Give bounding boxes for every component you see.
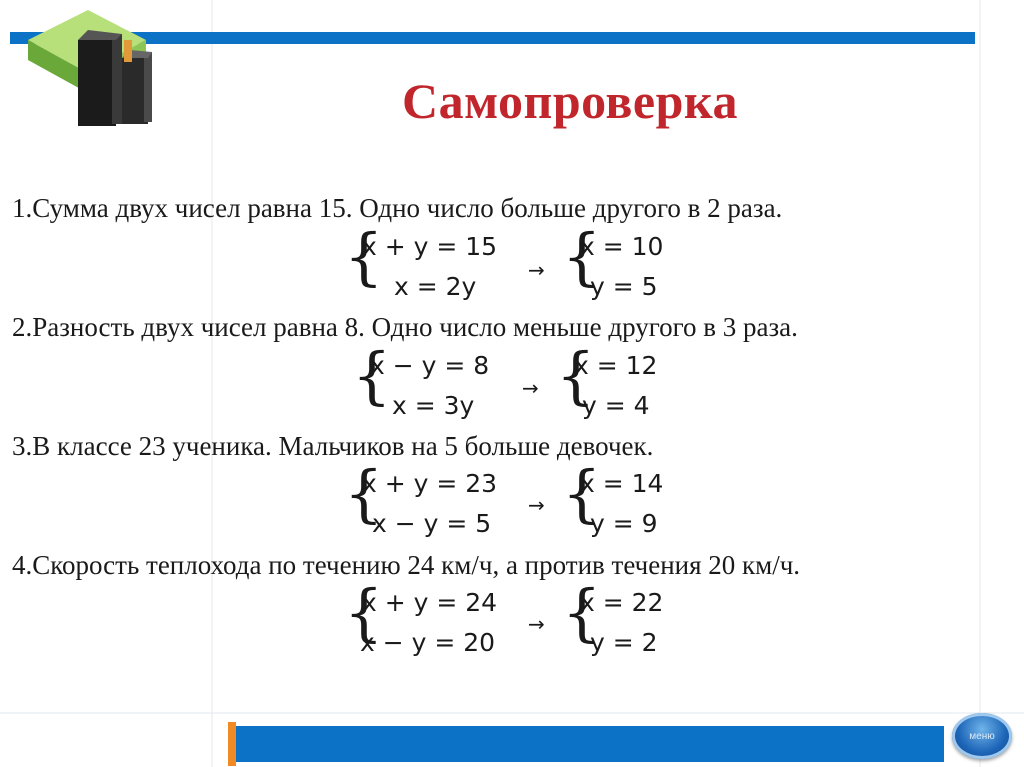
problem-1-system (344, 220, 524, 302)
equation-1: x − y = 8 (370, 351, 490, 380)
solution-brace: { (556, 339, 596, 412)
arrow-icon: → (528, 493, 545, 517)
equation-2: x = 3y (392, 391, 475, 420)
problem-4-solution (562, 576, 692, 658)
system-brace: { (344, 576, 384, 649)
problem-4-system (344, 576, 534, 658)
arrow-icon: → (528, 612, 545, 636)
solution-y: y = 9 (590, 509, 658, 538)
problem-3-solution (562, 457, 692, 539)
equation-1: x + y = 24 (362, 588, 498, 617)
solution-y: y = 5 (590, 272, 658, 301)
equation-1: x + y = 15 (362, 232, 498, 261)
problem-1-solution (562, 220, 692, 302)
problem-2-system (352, 339, 522, 421)
problem-3-system (344, 457, 524, 539)
system-brace: { (344, 457, 384, 530)
problem-1-text: 1.Сумма двух чисел равна 15. Одно число больше другого в 2 раза. (12, 193, 783, 223)
solution-x: x = 10 (580, 232, 664, 261)
equation-2: x = 2y (394, 272, 477, 301)
solution-brace: { (562, 576, 602, 649)
solution-brace: { (562, 457, 602, 530)
problem-2-text: 2.Разность двух чисел равна 8. Одно число меньше другого в 3 раза. (12, 312, 798, 342)
solution-y: y = 4 (582, 391, 650, 420)
solution-x: x = 22 (580, 588, 664, 617)
solution-y: y = 2 (590, 628, 658, 657)
slide-title: Самопроверка (402, 73, 738, 129)
system-brace: { (344, 220, 384, 293)
equation-1: x + y = 23 (362, 469, 498, 498)
problem-4-text: 4.Скорость теплохода по течению 24 км/ч, а против течения 20 км/ч. (12, 550, 801, 580)
solution-x: x = 12 (574, 351, 658, 380)
problem-3-text: 3.В классе 23 ученика. Мальчиков на 5 больше девочек. (12, 431, 654, 461)
equation-2: x − y = 5 (372, 509, 492, 538)
bottom-accent-bar (236, 726, 944, 762)
system-brace: { (352, 339, 392, 412)
equation-2: x − y = 20 (360, 628, 496, 657)
solution-x: x = 14 (580, 469, 664, 498)
bottom-orange-stripe (228, 722, 236, 766)
arrow-icon: → (522, 376, 539, 400)
problem-2-solution (556, 339, 686, 421)
solution-brace: { (562, 220, 602, 293)
menu-button[interactable]: меню (952, 713, 1012, 759)
arrow-icon: → (528, 258, 545, 282)
